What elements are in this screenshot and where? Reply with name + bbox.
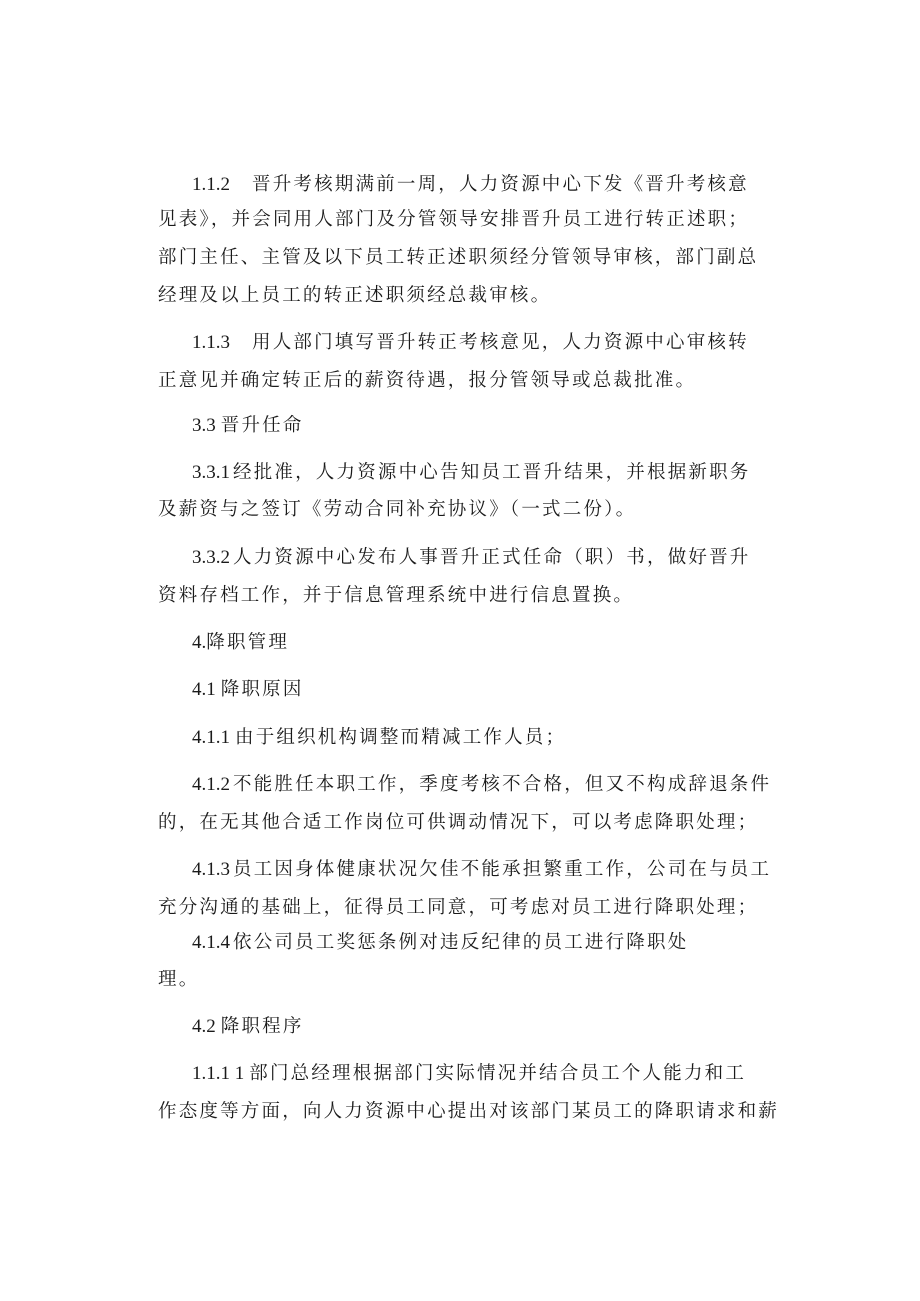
line-text: 的，在无其他合适工作岗位可供调动情况下，可以考虑降职处理； [158, 812, 759, 833]
paragraph-line [158, 810, 758, 836]
paragraph-line [158, 967, 199, 993]
section-number: 4.1.1 [192, 727, 230, 748]
paragraph-line [158, 368, 696, 394]
paragraph-line [192, 725, 566, 751]
heading-text: 晋升任命 [220, 415, 304, 436]
paragraph-line [192, 857, 771, 883]
paragraph-line [158, 283, 551, 309]
section-number: 3.3.1 [192, 462, 230, 483]
paragraph-line [158, 207, 749, 233]
line-text: 用人部门填写晋升转正考核意见，人力资源中心审核转 [252, 332, 749, 353]
section-heading [192, 630, 289, 656]
line-text: 依公司员工奖惩条例对违反纪律的员工进行降职处 [233, 932, 689, 953]
section-number: 1.1.2 [192, 174, 230, 195]
section-number: 1.1.3 [192, 332, 230, 353]
section-number: 3.3.2 [192, 547, 230, 568]
paragraph-line [158, 497, 636, 523]
paragraph-line [192, 330, 749, 356]
line-text: 见表》，并会同用人部门及分管领导安排晋升员工进行转正述职； [158, 209, 750, 230]
line-text: 部门主任、主管及以下员工转正述职须经分管领导审核，部门副总 [158, 247, 759, 268]
line-text: 由于组织机构调整而精减工作人员； [235, 727, 567, 748]
section-heading [192, 413, 304, 439]
paragraph-line [192, 172, 749, 198]
section-number: 4.1.3 [192, 859, 230, 880]
paragraph-line [192, 460, 751, 486]
line-text: 及薪资与之签订《劳动合同补充协议》（一式二份）。 [158, 499, 637, 520]
paragraph-line [192, 772, 771, 798]
heading-text: 降职管理 [206, 632, 290, 653]
line-text: 经理及以上员工的转正述职须经总裁审核。 [158, 285, 552, 306]
paragraph-line [158, 245, 758, 271]
paragraph-line [158, 895, 758, 921]
paragraph-line [192, 930, 688, 956]
line-text: 经批准，人力资源中心告知员工晋升结果，并根据新职务 [233, 462, 751, 483]
paragraph-line [192, 1061, 746, 1087]
line-text: 正意见并确定转正后的薪资待遇，报分管领导或总裁批准。 [158, 370, 697, 391]
line-text: 员工因身体健康状况欠佳不能承担繁重工作，公司在与员工 [233, 859, 772, 880]
paragraph-line [192, 545, 751, 571]
section-heading [192, 1014, 304, 1040]
line-text: 资料存档工作，并于信息管理系统中进行信息置换。 [158, 585, 635, 606]
line-text: 不能胜任本职工作，季度考核不合格，但又不构成辞退条件 [233, 774, 772, 795]
section-number: 4.2 [192, 1016, 216, 1037]
section-heading [192, 677, 304, 703]
line-text: 人力资源中心发布人事晋升正式任命（职）书，做好晋升 [233, 547, 751, 568]
paragraph-line [158, 1099, 779, 1125]
section-number: 4.1 [192, 679, 216, 700]
paragraph-line [158, 583, 634, 609]
line-text: 作态度等方面，向人力资源中心提出对该部门某员工的降职请求和薪 [158, 1101, 780, 1122]
section-number: 4.1.2 [192, 774, 230, 795]
heading-text: 降职程序 [220, 1016, 304, 1037]
line-text: 充分沟通的基础上，征得员工同意，可考虑对员工进行降职处理； [158, 897, 759, 918]
line-text: 部门总经理根据部门实际情况并结合员工个人能力和工 [249, 1063, 747, 1084]
line-text: 晋升考核期满前一周，人力资源中心下发《晋升考核意 [252, 174, 749, 195]
section-number: 4. [192, 632, 207, 653]
section-number: 1.1.1 1 [192, 1063, 245, 1084]
heading-text: 降职原因 [220, 679, 304, 700]
section-number: 3.3 [192, 415, 216, 436]
line-text: 理。 [158, 969, 200, 990]
section-number: 4.1.4 [192, 932, 230, 953]
